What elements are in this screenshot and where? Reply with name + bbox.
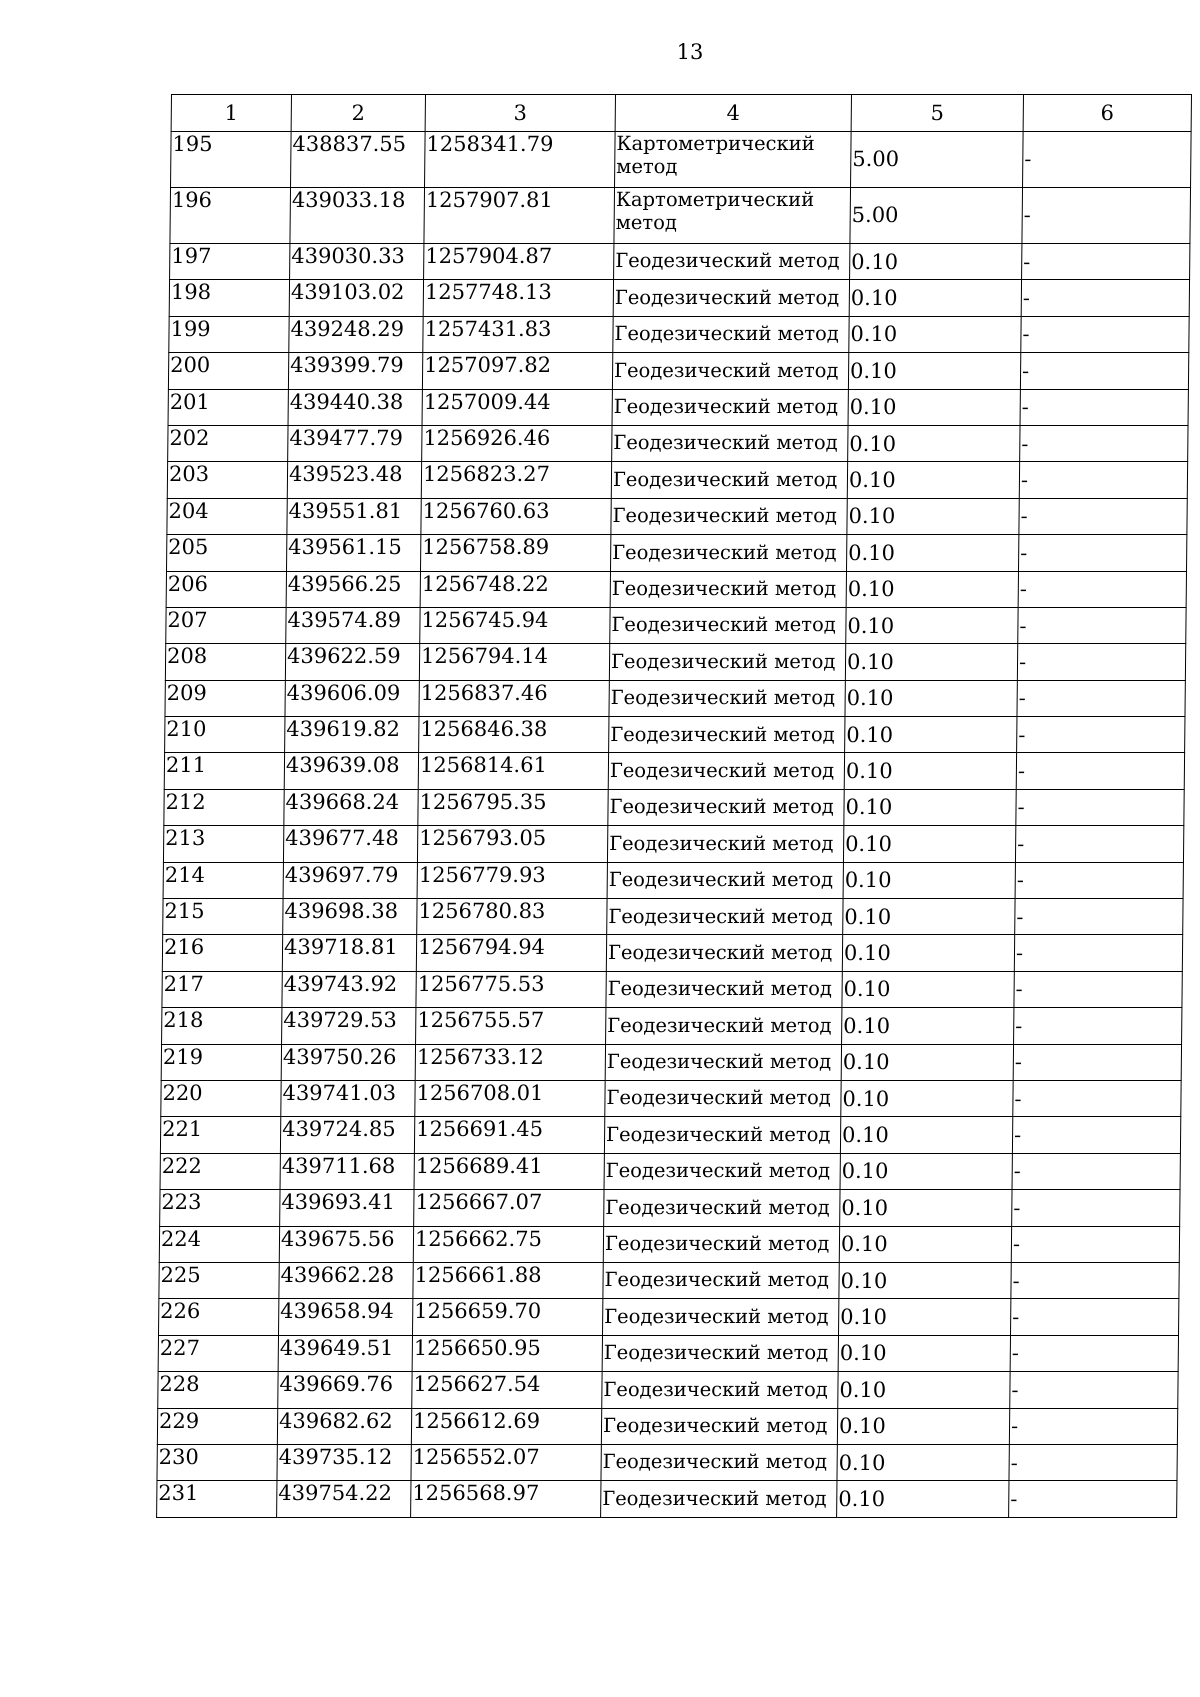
table-row (163, 899, 1183, 935)
y-coordinate-cell: 1256691.45 (414, 1117, 604, 1153)
y-coordinate-cell: 1256659.70 (413, 1299, 603, 1335)
method-cell: Геодезический метод (609, 680, 845, 716)
y-coordinate-cell: 1256837.46 (419, 680, 609, 716)
y-coordinate-cell: 1256779.93 (417, 862, 607, 898)
method-cell: Геодезический метод (607, 862, 843, 898)
method-cell: Геодезический метод (603, 1262, 839, 1298)
note-cell: - (1014, 1008, 1182, 1044)
table-row (169, 316, 1189, 352)
x-coordinate-cell: 439030.33 (290, 244, 424, 280)
note-cell: - (1010, 1335, 1178, 1371)
method-cell: Геодезический метод (606, 971, 842, 1007)
method-cell: Геодезический метод (612, 389, 848, 425)
y-coordinate-cell: 1257904.87 (424, 244, 614, 280)
mse-cell: 0.10 (837, 1408, 1009, 1444)
note-cell: - (1023, 132, 1192, 188)
table-row (157, 1481, 1177, 1517)
mse-cell: 0.10 (842, 1008, 1014, 1044)
x-coordinate-cell: 439033.18 (290, 188, 425, 244)
method-cell: Геодезический метод (601, 1481, 837, 1517)
note-cell: - (1012, 1153, 1180, 1189)
mse-cell: 0.10 (840, 1153, 1012, 1189)
y-coordinate-cell: 1256814.61 (418, 753, 608, 789)
mse-cell: 0.10 (846, 571, 1018, 607)
table-row (167, 462, 1187, 498)
y-coordinate-cell: 1257431.83 (423, 316, 613, 352)
table-row (170, 244, 1190, 280)
table-row (159, 1299, 1179, 1335)
point-number-cell: 230 (157, 1444, 277, 1480)
table-row (170, 188, 1191, 244)
x-coordinate-cell: 439103.02 (289, 280, 423, 316)
point-number-cell: 225 (159, 1262, 279, 1298)
y-coordinate-cell: 1256775.53 (416, 971, 606, 1007)
method-cell: Геодезический метод (604, 1153, 840, 1189)
note-cell: - (1017, 717, 1185, 753)
mse-cell: 0.10 (844, 753, 1016, 789)
y-coordinate-cell: 1256650.95 (412, 1335, 602, 1371)
method-cell: Геодезический метод (601, 1408, 837, 1444)
x-coordinate-cell: 439606.09 (285, 680, 419, 716)
x-coordinate-cell: 439477.79 (288, 425, 422, 461)
x-coordinate-cell: 439619.82 (285, 717, 419, 753)
y-coordinate-cell: 1256661.88 (413, 1262, 603, 1298)
column-header: 5 (851, 95, 1023, 132)
table-row (162, 1008, 1182, 1044)
column-header: 3 (425, 95, 615, 132)
method-cell: Геодезический метод (603, 1299, 839, 1335)
x-coordinate-cell: 439754.22 (277, 1481, 411, 1517)
mse-cell: 0.10 (840, 1190, 1012, 1226)
note-cell: - (1009, 1444, 1177, 1480)
point-number-cell: 207 (166, 607, 286, 643)
note-cell: - (1015, 862, 1183, 898)
table-row (159, 1226, 1179, 1262)
y-coordinate-cell: 1256627.54 (412, 1372, 602, 1408)
method-cell: Геодезический метод (605, 1044, 841, 1080)
point-number-cell: 218 (162, 1008, 282, 1044)
x-coordinate-cell: 439675.56 (279, 1226, 413, 1262)
table-row (171, 132, 1192, 188)
x-coordinate-cell: 439698.38 (283, 899, 417, 935)
note-cell: - (1018, 607, 1186, 643)
method-cell: Геодезический метод (607, 899, 843, 935)
point-number-cell: 210 (165, 717, 285, 753)
point-number-cell: 224 (159, 1226, 279, 1262)
mse-cell: 0.10 (845, 717, 1017, 753)
point-number-cell: 198 (169, 280, 289, 316)
method-cell: Геодезический метод (610, 571, 846, 607)
note-cell: - (1013, 1080, 1181, 1116)
point-number-cell: 208 (165, 644, 285, 680)
note-cell: - (1017, 644, 1185, 680)
mse-cell: 0.10 (841, 1080, 1013, 1116)
y-coordinate-cell: 1256926.46 (422, 425, 612, 461)
note-cell: - (1014, 971, 1182, 1007)
mse-cell: 5.00 (851, 132, 1024, 188)
mse-cell: 0.10 (839, 1299, 1011, 1335)
table-row (165, 644, 1185, 680)
note-cell: - (1016, 753, 1184, 789)
method-cell: Геодезический метод (604, 1117, 840, 1153)
coordinates-table (156, 94, 1192, 1518)
x-coordinate-cell: 439750.26 (281, 1044, 415, 1080)
note-cell: - (1019, 535, 1187, 571)
note-cell: - (1017, 680, 1185, 716)
table-row (163, 826, 1183, 862)
y-coordinate-cell: 1256689.41 (414, 1153, 604, 1189)
note-cell: - (1013, 1044, 1181, 1080)
table-row (168, 425, 1188, 461)
x-coordinate-cell: 439523.48 (287, 462, 421, 498)
method-cell: Геодезический метод (602, 1372, 838, 1408)
mse-cell: 0.10 (847, 535, 1019, 571)
point-number-cell: 220 (161, 1080, 281, 1116)
note-cell: - (1009, 1481, 1177, 1517)
point-number-cell: 226 (159, 1299, 279, 1335)
note-cell: - (1009, 1408, 1177, 1444)
mse-cell: 0.10 (849, 316, 1021, 352)
y-coordinate-cell: 1257009.44 (422, 389, 612, 425)
mse-cell: 0.10 (839, 1262, 1011, 1298)
mse-cell: 0.10 (848, 425, 1020, 461)
point-number-cell: 196 (170, 188, 291, 244)
mse-cell: 0.10 (837, 1444, 1009, 1480)
y-coordinate-cell: 1257907.81 (424, 188, 615, 244)
note-cell: - (1022, 188, 1191, 244)
y-coordinate-cell: 1258341.79 (425, 132, 616, 188)
table-row (159, 1262, 1179, 1298)
method-cell: Геодезический метод (611, 535, 847, 571)
x-coordinate-cell: 439677.48 (283, 826, 417, 862)
mse-cell: 0.10 (838, 1372, 1010, 1408)
mse-cell: 0.10 (843, 826, 1015, 862)
x-coordinate-cell: 439658.94 (279, 1299, 413, 1335)
table-header-row (171, 95, 1191, 132)
method-cell: Геодезический метод (601, 1444, 837, 1480)
table-row (168, 389, 1188, 425)
note-cell: - (1020, 425, 1188, 461)
x-coordinate-cell: 439639.08 (284, 753, 418, 789)
y-coordinate-cell: 1256708.01 (415, 1080, 605, 1116)
x-coordinate-cell: 439741.03 (281, 1080, 415, 1116)
table-row (161, 1044, 1181, 1080)
method-cell: Геодезический метод (602, 1335, 838, 1371)
note-cell: - (1012, 1117, 1180, 1153)
y-coordinate-cell: 1256568.97 (411, 1481, 601, 1517)
mse-cell: 0.10 (843, 862, 1015, 898)
method-cell: Геодезический метод (609, 644, 845, 680)
note-cell: - (1016, 789, 1184, 825)
note-cell: - (1011, 1299, 1179, 1335)
y-coordinate-cell: 1256733.12 (415, 1044, 605, 1080)
x-coordinate-cell: 439711.68 (280, 1153, 414, 1189)
column-header: 2 (291, 95, 425, 132)
mse-cell: 0.10 (850, 244, 1022, 280)
method-cell: Геодезический метод (611, 462, 847, 498)
table-row (167, 535, 1187, 571)
x-coordinate-cell: 439662.28 (279, 1262, 413, 1298)
point-number-cell: 195 (171, 132, 292, 188)
mse-cell: 0.10 (837, 1481, 1009, 1517)
y-coordinate-cell: 1256748.22 (420, 571, 610, 607)
mse-cell: 0.10 (842, 935, 1014, 971)
table-row (160, 1117, 1180, 1153)
point-number-cell: 219 (161, 1044, 281, 1080)
method-cell: Геодезический метод (611, 498, 847, 534)
point-number-cell: 204 (167, 498, 287, 534)
table-row (160, 1190, 1180, 1226)
mse-cell: 5.00 (850, 188, 1023, 244)
note-cell: - (1019, 462, 1187, 498)
table-row (160, 1153, 1180, 1189)
y-coordinate-cell: 1256662.75 (413, 1226, 603, 1262)
table-row (164, 753, 1184, 789)
point-number-cell: 215 (163, 899, 283, 935)
x-coordinate-cell: 439248.29 (289, 316, 423, 352)
x-coordinate-cell: 439729.53 (282, 1008, 416, 1044)
point-number-cell: 206 (166, 571, 286, 607)
column-header: 1 (171, 95, 291, 132)
y-coordinate-cell: 1256794.94 (416, 935, 606, 971)
note-cell: - (1021, 280, 1189, 316)
method-cell: Геодезический метод (607, 826, 843, 862)
method-cell: Геодезический метод (612, 425, 848, 461)
mse-cell: 0.10 (845, 644, 1017, 680)
method-cell: Геодезический метод (612, 353, 848, 389)
table-row (161, 1080, 1181, 1116)
method-cell: Геодезический метод (614, 244, 850, 280)
method-cell: Геодезический метод (605, 1080, 841, 1116)
y-coordinate-cell: 1256760.63 (421, 498, 611, 534)
method-cell: Геодезический метод (613, 280, 849, 316)
point-number-cell: 228 (158, 1372, 278, 1408)
mse-cell: 0.10 (845, 680, 1017, 716)
note-cell: - (1015, 899, 1183, 935)
table-row (157, 1408, 1177, 1444)
table-row (166, 607, 1186, 643)
table-row (158, 1335, 1178, 1371)
method-cell: Геодезический метод (613, 316, 849, 352)
point-number-cell: 223 (160, 1190, 280, 1226)
method-cell: Геодезический метод (610, 607, 846, 643)
note-cell: - (1020, 353, 1188, 389)
x-coordinate-cell: 439566.25 (286, 571, 420, 607)
method-cell: Картометрический метод (615, 132, 852, 188)
mse-cell: 0.10 (838, 1335, 1010, 1371)
point-number-cell: 217 (162, 971, 282, 1007)
y-coordinate-cell: 1256794.14 (419, 644, 609, 680)
x-coordinate-cell: 439622.59 (285, 644, 419, 680)
y-coordinate-cell: 1256823.27 (421, 462, 611, 498)
table-row (168, 353, 1188, 389)
x-coordinate-cell: 439743.92 (282, 971, 416, 1007)
table-row (164, 789, 1184, 825)
mse-cell: 0.10 (849, 280, 1021, 316)
point-number-cell: 209 (165, 680, 285, 716)
y-coordinate-cell: 1256667.07 (414, 1190, 604, 1226)
point-number-cell: 231 (157, 1481, 277, 1517)
y-coordinate-cell: 1256552.07 (411, 1444, 601, 1480)
mse-cell: 0.10 (847, 498, 1019, 534)
method-cell: Геодезический метод (606, 935, 842, 971)
y-coordinate-cell: 1257097.82 (422, 353, 612, 389)
y-coordinate-cell: 1257748.13 (423, 280, 613, 316)
point-number-cell: 229 (157, 1408, 277, 1444)
point-number-cell: 222 (160, 1153, 280, 1189)
table-row (165, 717, 1185, 753)
note-cell: - (1021, 316, 1189, 352)
point-number-cell: 214 (163, 862, 283, 898)
mse-cell: 0.10 (842, 971, 1014, 1007)
note-cell: - (1012, 1190, 1180, 1226)
point-number-cell: 199 (169, 316, 289, 352)
point-number-cell: 203 (167, 462, 287, 498)
table-row (162, 935, 1182, 971)
table-row (157, 1444, 1177, 1480)
x-coordinate-cell: 439399.79 (288, 353, 422, 389)
y-coordinate-cell: 1256755.57 (416, 1008, 606, 1044)
table-body (157, 132, 1192, 1518)
note-cell: - (1015, 826, 1183, 862)
mse-cell: 0.10 (840, 1117, 1012, 1153)
point-number-cell: 201 (168, 389, 288, 425)
x-coordinate-cell: 439724.85 (280, 1117, 414, 1153)
table-row (165, 680, 1185, 716)
table-row (169, 280, 1189, 316)
y-coordinate-cell: 1256793.05 (417, 826, 607, 862)
x-coordinate-cell: 439693.41 (280, 1190, 414, 1226)
x-coordinate-cell: 439697.79 (283, 862, 417, 898)
note-cell: - (1010, 1372, 1178, 1408)
table-row (158, 1372, 1178, 1408)
table-row (167, 498, 1187, 534)
table-row (163, 862, 1183, 898)
point-number-cell: 212 (164, 789, 284, 825)
x-coordinate-cell: 439668.24 (284, 789, 418, 825)
method-cell: Геодезический метод (606, 1008, 842, 1044)
x-coordinate-cell: 439718.81 (282, 935, 416, 971)
point-number-cell: 213 (163, 826, 283, 862)
point-number-cell: 227 (158, 1335, 278, 1371)
x-coordinate-cell: 439669.76 (278, 1372, 412, 1408)
note-cell: - (1018, 571, 1186, 607)
mse-cell: 0.10 (848, 353, 1020, 389)
note-cell: - (1011, 1226, 1179, 1262)
y-coordinate-cell: 1256612.69 (411, 1408, 601, 1444)
point-number-cell: 197 (170, 244, 290, 280)
mse-cell: 0.10 (841, 1044, 1013, 1080)
x-coordinate-cell: 439649.51 (278, 1335, 412, 1371)
table-row (166, 571, 1186, 607)
x-coordinate-cell: 439561.15 (287, 535, 421, 571)
x-coordinate-cell: 439551.81 (287, 498, 421, 534)
point-number-cell: 205 (167, 535, 287, 571)
point-number-cell: 200 (168, 353, 288, 389)
method-cell: Геодезический метод (604, 1190, 840, 1226)
method-cell: Картометрический метод (614, 188, 851, 244)
x-coordinate-cell: 439574.89 (286, 607, 420, 643)
x-coordinate-cell: 439440.38 (288, 389, 422, 425)
y-coordinate-cell: 1256780.83 (417, 899, 607, 935)
x-coordinate-cell: 439682.62 (277, 1408, 411, 1444)
note-cell: - (1014, 935, 1182, 971)
y-coordinate-cell: 1256758.89 (421, 535, 611, 571)
point-number-cell: 216 (162, 935, 282, 971)
column-header: 4 (615, 95, 851, 132)
mse-cell: 0.10 (843, 899, 1015, 935)
table-row (162, 971, 1182, 1007)
method-cell: Геодезический метод (603, 1226, 839, 1262)
method-cell: Геодезический метод (608, 789, 844, 825)
mse-cell: 0.10 (848, 389, 1020, 425)
y-coordinate-cell: 1256745.94 (420, 607, 610, 643)
column-header: 6 (1023, 95, 1191, 132)
point-number-cell: 211 (164, 753, 284, 789)
y-coordinate-cell: 1256795.35 (418, 789, 608, 825)
mse-cell: 0.10 (844, 789, 1016, 825)
method-cell: Геодезический метод (608, 753, 844, 789)
point-number-cell: 202 (168, 425, 288, 461)
note-cell: - (1011, 1262, 1179, 1298)
x-coordinate-cell: 438837.55 (291, 132, 426, 188)
method-cell: Геодезический метод (609, 717, 845, 753)
mse-cell: 0.10 (846, 607, 1018, 643)
x-coordinate-cell: 439735.12 (277, 1444, 411, 1480)
note-cell: - (1020, 389, 1188, 425)
mse-cell: 0.10 (847, 462, 1019, 498)
y-coordinate-cell: 1256846.38 (419, 717, 609, 753)
point-number-cell: 221 (160, 1117, 280, 1153)
note-cell: - (1022, 244, 1190, 280)
note-cell: - (1019, 498, 1187, 534)
page-number: 13 (676, 40, 704, 64)
mse-cell: 0.10 (839, 1226, 1011, 1262)
